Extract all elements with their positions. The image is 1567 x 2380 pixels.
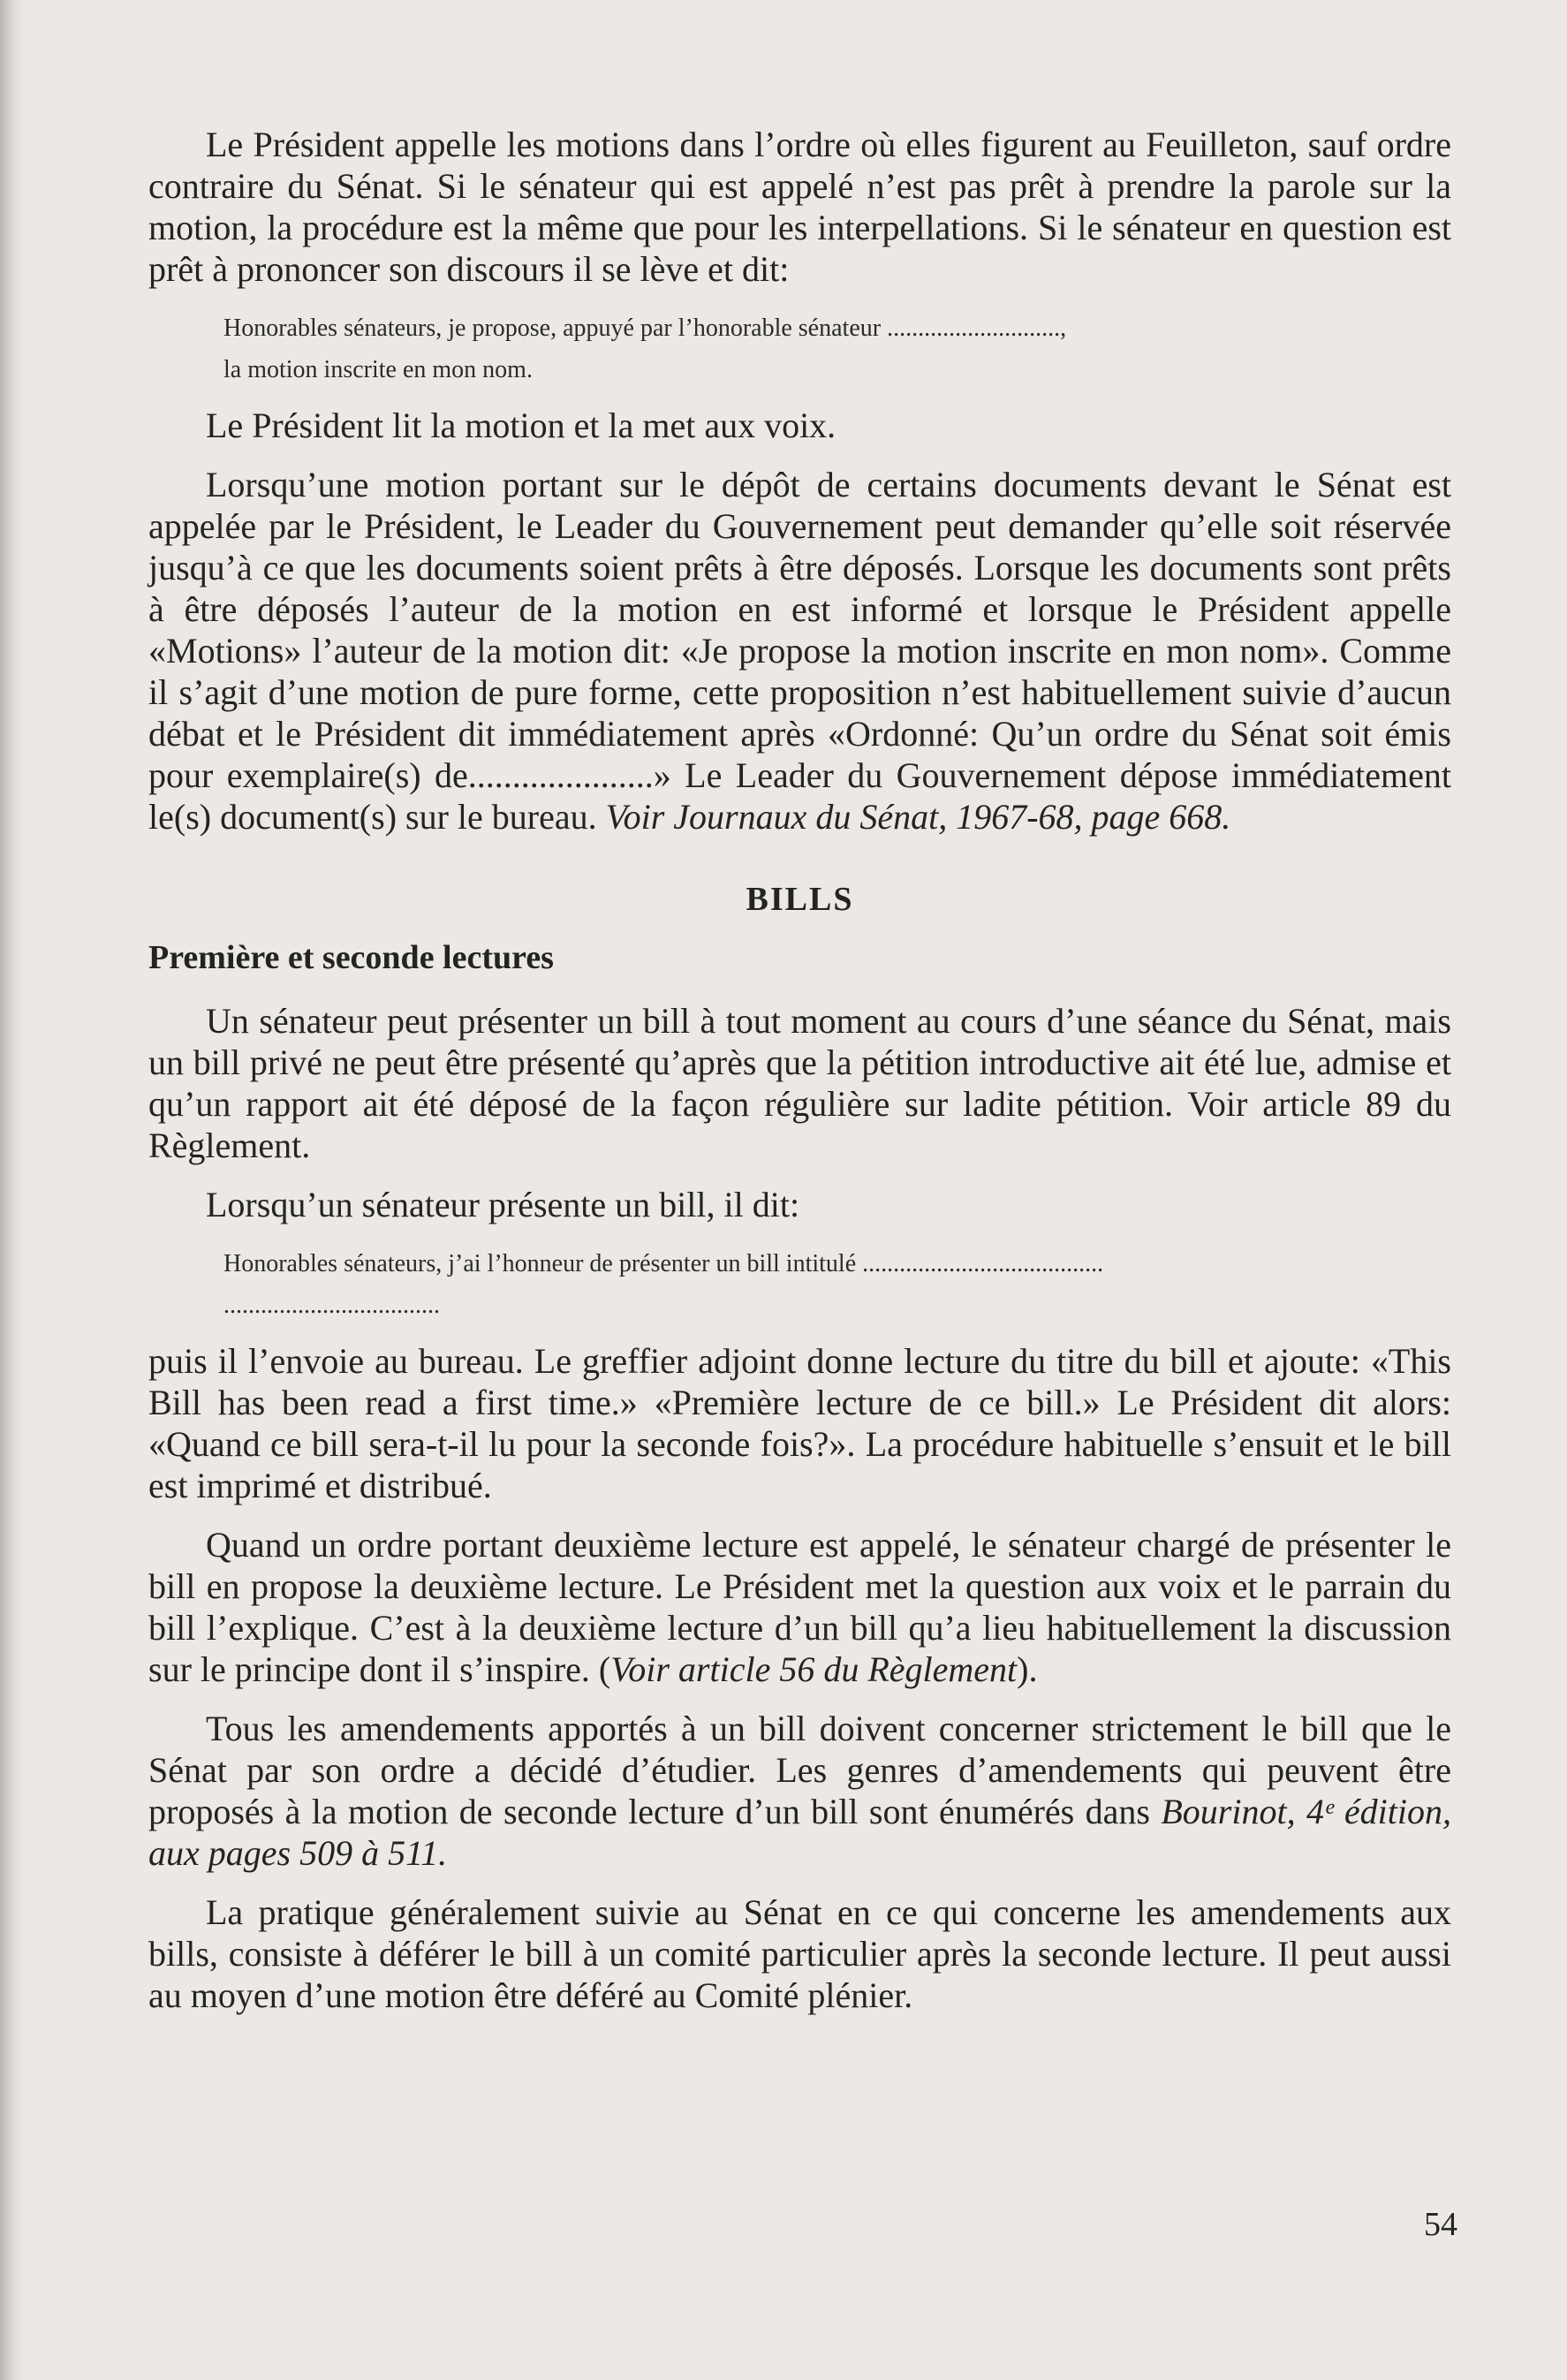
quote-line: ................................... <box>223 1292 440 1319</box>
document-page <box>148 124 1451 2034</box>
quote-line: Honorables sénateurs, je propose, appuyé par l’honorable sénateur ............................, <box>223 315 1067 342</box>
subsection-heading-readings: Première et seconde lectures <box>148 939 554 976</box>
paragraph-documents-deposit <box>148 464 1451 838</box>
quote-line: Honorables sénateurs, j’ai l’honneur de présenter un bill intitulé ....................................... <box>223 1250 1104 1277</box>
paragraph-committee-referral: La pratique généralement suivie au Sénat en ce qui concerne les amendements aux bills, consiste à déférer le bill à un comité particulier après la seconde lecture. Il peut aussi au moyen d’une motion être déféré au Comité plénier. <box>148 1892 1451 2015</box>
paragraph-text: Quand un ordre portant deuxième lecture est appelé, le sénateur chargé de présenter le bill en propose la deuxième lecture. Le Président met la question aux voix et le parrain du bill l’explique. C’est à la deuxième lecture d’un bill qu’a lieu habituellement la discussion sur le principe dont il s’inspire. ( <box>148 1525 1451 1689</box>
page-number: 54 <box>1424 2206 1457 2243</box>
paragraph-text: Tous les amendements apportés à un bill doivent concerner strictement le bill que le Sénat par son ordre a décidé d’étudier. Les genres d’amendements qui peuvent être proposés à la motion de seconde lecture d’un bill sont énumérés dans <box>148 1709 1451 1831</box>
bourinot-reference: Bourinot, 4ᵉ édition, aux pages 509 à 511. <box>148 1792 1451 1873</box>
rule-reference: Voir article 56 du Règlement <box>610 1649 1018 1689</box>
paragraph-motions-order: Le Président appelle les motions dans l’ordre où elles figurent au Feuilleton, sauf ordre contraire du Sénat. Si le sénateur qui est appelé n’est pas prêt à prendre la parole sur la motion, la procédure est la même que pour les interpellations. Si le sénateur en question est prêt à prononcer son discours il se lève et dit: <box>148 125 1451 289</box>
paragraph-amendments <box>148 1708 1451 1874</box>
paragraph-second-reading <box>148 1524 1451 1690</box>
paragraph-text-end: ). <box>1017 1649 1038 1689</box>
bill-formula-quote <box>223 1243 1451 1326</box>
quote-line: la motion inscrite en mon nom. <box>223 356 533 383</box>
section-heading-bills: BILLS <box>746 881 854 918</box>
paragraph-text: Lorsqu’une motion portant sur le dépôt de certains documents devant le Sénat est appelée par le Président, le Leader du Gouvernement peut demander qu’elle soit réservée jusqu’à ce que les documents soient prêts à être déposés. Lorsque les documents sont prêts à être déposés l’auteur de la motion en est informé et lorsque le Président appelle «Motions» l’auteur de la motion dit: «Je propose la motion inscrite en mon nom». Comme il s’agit d’une motion de pure forme, cette proposition n’est habituellement suivie d’aucun débat et le Président dit immédiatement après «Ordonné: Qu’un ordre du Sénat soit émis pour exemplaire(s) de.....................» Le Leader du Gouvernement dépose immédiatement le(s) document(s) sur le bureau. <box>148 465 1451 837</box>
paragraph-first-reading: puis il l’envoie au bureau. Le greffier adjoint donne lecture du titre du bill et ajoute: «This Bill has been read a first time.» «Première lecture de ce bill.» Le Président dit alors: «Quand ce bill sera-t-il lu pour la seconde fois?». La procédure habituelle s’ensuit et le bill est imprimé et distribué. <box>148 1341 1451 1505</box>
motion-formula-quote <box>223 307 1451 390</box>
page-binding-shadow <box>0 0 26 2380</box>
journal-reference: Voir Journaux du Sénat, 1967-68, page 668. <box>605 797 1231 837</box>
paragraph-vote: Le Président lit la motion et la met aux voix. <box>206 406 836 445</box>
paragraph-bill-presentation: Un sénateur peut présenter un bill à tout moment au cours d’une séance du Sénat, mais un bill privé ne peut être présenté qu’après que la pétition introductive ait été lue, admise et qu’un rapport ait été déposé de la façon régulière sur ladite pétition. Voir article 89 du Règlement. <box>148 1001 1451 1165</box>
paragraph-senator-says: Lorsqu’un sénateur présente un bill, il dit: <box>206 1185 800 1224</box>
